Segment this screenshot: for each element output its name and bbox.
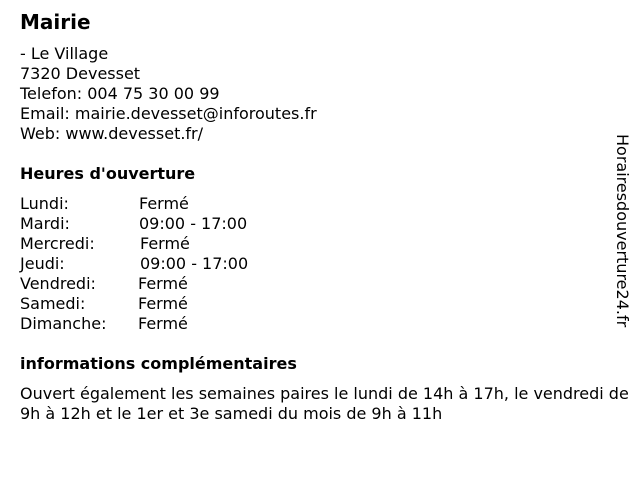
time-value: Fermé <box>139 194 189 213</box>
phone-line: Telefon: 004 75 30 00 99 <box>20 84 220 103</box>
day-label: Vendredi: <box>20 274 96 293</box>
day-label: Lundi: <box>20 194 69 213</box>
day-label: Mardi: <box>20 214 70 233</box>
day-label: Mercredi: <box>20 234 95 253</box>
day-label: Jeudi: <box>20 254 65 273</box>
time-value: Fermé <box>140 234 190 253</box>
watermark-text: Horairesdouverture24.fr <box>613 134 632 328</box>
time-value: Fermé <box>138 314 188 333</box>
address-line: - Le Village <box>20 44 109 63</box>
info-text: Ouvert également les semaines paires le lundi de 14h à 17h, le vendredi de 9h à 12h et le 1er et 3e samedi du mois de 9h à 11h <box>20 384 629 423</box>
page-title: Mairie <box>20 10 91 34</box>
website-line: Web: www.devesset.fr/ <box>20 124 204 143</box>
time-value: Fermé <box>138 274 188 293</box>
time-value: 09:00 - 17:00 <box>140 254 249 273</box>
city-line: 7320 Devesset <box>20 64 141 83</box>
hours-heading: Heures d'ouverture <box>20 164 196 183</box>
contact-block <box>20 44 317 144</box>
time-value: Fermé <box>138 294 188 313</box>
email-line: Email: mairie.devesset@inforoutes.fr <box>20 104 317 123</box>
info-heading: informations complémentaires <box>20 354 297 373</box>
time-value: 09:00 - 17:00 <box>139 214 248 233</box>
day-label: Samedi: <box>20 294 86 313</box>
day-label: Dimanche: <box>20 314 107 333</box>
